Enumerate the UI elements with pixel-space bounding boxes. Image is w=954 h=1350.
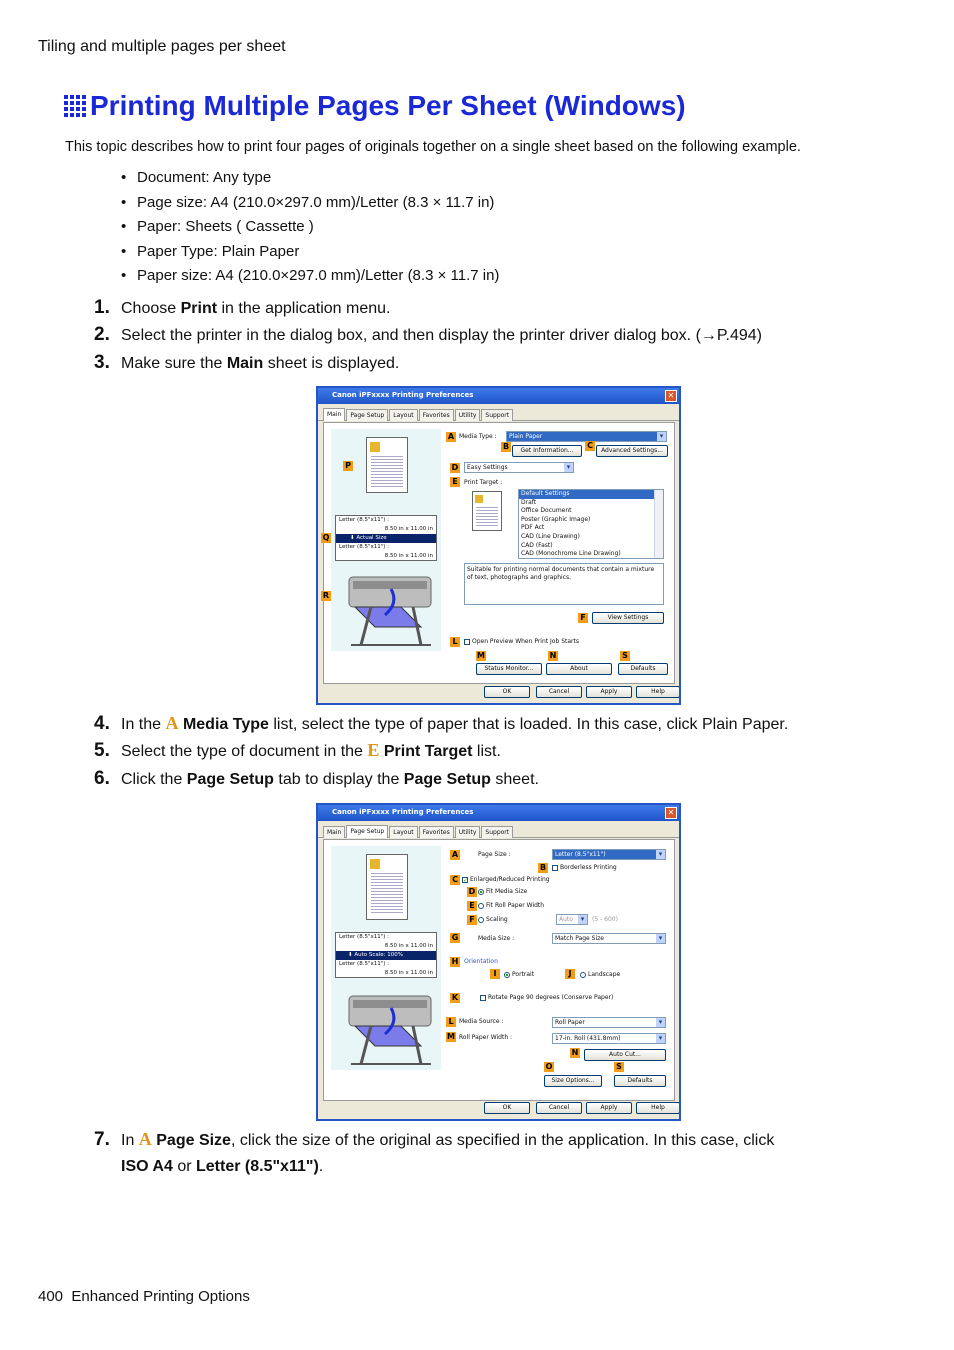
radio-icon[interactable]: [478, 903, 484, 909]
size-info-line: 8.50 in x 11.00 in: [384, 526, 433, 532]
size-info-line: 8.50 in x 11.00 in: [384, 553, 433, 559]
radio-icon[interactable]: [478, 889, 484, 895]
callout-m: M: [477, 651, 485, 660]
step-text: In: [121, 1132, 139, 1149]
step-number: 3.: [94, 352, 110, 373]
step-1: [94, 297, 391, 319]
callout-a: A: [447, 432, 455, 441]
size-info-box: [335, 515, 437, 561]
callout-r: R: [322, 591, 330, 600]
step-text: sheet.: [490, 771, 539, 788]
list-item[interactable]: CAD (Fast): [521, 541, 553, 549]
size-info-line: ⬇ Auto Scale: 100%: [336, 951, 436, 960]
tab-utility[interactable]: Utility: [455, 409, 481, 421]
tab-layout[interactable]: Layout: [389, 826, 417, 838]
rotate-page-checkbox[interactable]: Rotate Page 90 degrees (Conserve Paper): [480, 994, 613, 1001]
step-text: Select the printer in the dialog box, and then display the printer driver dialog box. (→P.494): [121, 327, 762, 344]
list-item: • Document: Any type: [121, 168, 499, 193]
fit-roll-width-radio[interactable]: Fit Roll Paper Width: [478, 902, 544, 909]
step-text: in the application menu.: [217, 300, 391, 317]
step-term: Page Setup: [403, 771, 491, 788]
step-term: Media Type: [182, 716, 269, 733]
printing-preferences-dialog-page-setup: [316, 803, 681, 1121]
status-monitor-button[interactable]: Status Monitor...: [476, 663, 542, 675]
callout-l: L: [450, 637, 460, 647]
scaling-range: (5 - 600): [592, 916, 618, 923]
step-7-continued: [121, 1158, 323, 1176]
list-item[interactable]: CAD (Monochrome Line Drawing): [521, 550, 621, 558]
step-text: .: [318, 1158, 324, 1175]
step-term: Page Setup: [186, 771, 274, 788]
step-text: Choose: [121, 300, 181, 317]
advanced-settings-button[interactable]: Advanced Settings...: [596, 445, 668, 457]
page-title-text: Printing Multiple Pages Per Sheet (Windows): [90, 90, 686, 121]
list-item[interactable]: Poster (Graphic Image): [521, 515, 591, 523]
printing-preferences-dialog-main: [316, 386, 681, 705]
list-item[interactable]: CAD (Line Drawing): [521, 532, 580, 540]
callout-n: N: [549, 651, 557, 660]
print-target-label: Print Target :: [464, 479, 503, 486]
apply-button[interactable]: Apply: [586, 686, 632, 698]
dialog-title-bar: [318, 388, 679, 404]
ok-button[interactable]: OK: [484, 686, 530, 698]
step-text: tab to display the: [273, 771, 404, 788]
tab-support[interactable]: Support: [481, 826, 513, 838]
step-text: Select the type of document in the: [121, 743, 368, 760]
example-settings-list: [121, 168, 499, 291]
callout-n: N: [571, 1048, 579, 1057]
step-number: 7.: [94, 1129, 110, 1150]
size-info-box: [335, 932, 437, 978]
print-target-list[interactable]: [518, 489, 664, 559]
dialog-title-bar: [318, 805, 679, 821]
tab-strip: [318, 821, 679, 838]
list-item[interactable]: PDF Act: [521, 524, 545, 532]
callout-h: H: [451, 957, 459, 966]
step-number: 6.: [94, 768, 110, 789]
view-settings-button[interactable]: View Settings: [592, 612, 664, 624]
tab-page-setup[interactable]: Page Setup: [346, 825, 388, 838]
page-size-label: Page Size :: [478, 851, 511, 858]
tab-support[interactable]: Support: [481, 409, 513, 421]
easy-settings-select[interactable]: Easy Settings ▾: [464, 462, 574, 473]
page-title: [64, 90, 686, 122]
landscape-radio[interactable]: Landscape: [580, 971, 620, 978]
preview-area: [331, 846, 441, 1070]
dialog-title: Canon iPFxxxx Printing Preferences: [332, 391, 474, 399]
media-type-label: Media Type :: [459, 433, 497, 440]
step-6: [94, 768, 539, 790]
callout-s: S: [620, 651, 630, 661]
callout-g: G: [451, 933, 459, 942]
printer-illustration-icon: [341, 569, 436, 649]
step-7: [94, 1129, 774, 1151]
page-size-select[interactable]: Letter (8.5"x11") ▾: [552, 849, 666, 860]
list-item[interactable]: Draft: [521, 498, 537, 506]
page-number: 400: [38, 1288, 64, 1305]
step-term: Letter (8.5"x11"): [196, 1158, 319, 1175]
callout-c: C: [450, 875, 460, 885]
close-icon[interactable]: ✕: [665, 807, 677, 819]
scrollbar[interactable]: [654, 490, 663, 558]
callout-q: Q: [322, 533, 330, 542]
defaults-button[interactable]: Defaults: [614, 1075, 666, 1087]
step-number: 4.: [94, 713, 110, 734]
footer-section: Enhanced Printing Options: [71, 1288, 250, 1305]
callout-e: E: [450, 477, 460, 487]
media-source-select[interactable]: Roll Paper ▾: [552, 1017, 666, 1028]
step-number: 5.: [94, 740, 110, 761]
checkbox-icon[interactable]: [480, 995, 486, 1001]
step-3: [94, 352, 399, 374]
close-icon[interactable]: ✕: [665, 390, 677, 402]
radio-icon[interactable]: [504, 972, 510, 978]
step-5: [94, 740, 501, 762]
step-term: Page Size: [156, 1132, 231, 1149]
checkbox-icon[interactable]: ✓: [463, 876, 469, 884]
size-info-line: Letter (8.5"x11") :: [339, 961, 390, 967]
list-item: • Paper Type: Plain Paper: [121, 242, 499, 267]
step-term: Print Target: [383, 743, 473, 760]
open-preview-checkbox[interactable]: Open Preview When Print Job Starts: [464, 638, 579, 645]
printer-illustration-icon: [341, 988, 436, 1068]
callout-s: S: [614, 1062, 624, 1072]
tab-favorites[interactable]: Favorites: [419, 826, 454, 838]
cancel-button[interactable]: Cancel: [536, 686, 582, 698]
size-info-line: Letter (8.5"x11") :: [339, 517, 390, 523]
page-preview-thumbnail: [366, 437, 408, 493]
list-item[interactable]: Office Document: [521, 507, 572, 515]
callout-d: D: [468, 887, 476, 896]
tab-main[interactable]: Main: [323, 826, 345, 838]
checkbox-icon[interactable]: [464, 639, 470, 645]
list-item[interactable]: Default Settings: [519, 490, 663, 499]
checkbox-icon[interactable]: [552, 865, 558, 871]
callout-k: K: [451, 993, 459, 1002]
section-grid-icon: [64, 95, 86, 117]
tab-utility[interactable]: Utility: [455, 826, 481, 838]
step-4: [94, 713, 788, 735]
step-term: Main: [226, 355, 264, 372]
orientation-label: Orientation: [464, 958, 498, 965]
step-text: or: [172, 1158, 196, 1175]
description-box: Suitable for printing normal documents that contain a mixture of text, photographs and graphics.: [464, 563, 664, 605]
step-text: , click the size of the original as specified in the application. In this case, click: [230, 1132, 775, 1149]
step-text: list, select the type of paper that is loaded. In this case, click Plain Paper.: [268, 716, 789, 733]
step-text: Click the: [121, 771, 187, 788]
borderless-checkbox[interactable]: Borderless Printing: [552, 864, 617, 871]
step-text: In the: [121, 716, 166, 733]
print-target-thumbnail: [472, 491, 502, 531]
callout-j: J: [565, 969, 575, 979]
portrait-radio[interactable]: Portrait: [504, 971, 534, 978]
get-information-button[interactable]: Get Information...: [512, 445, 582, 457]
main-sheet-panel: [323, 422, 675, 684]
enlarged-reduced-checkbox[interactable]: ✓ Enlarged/Reduced Printing: [463, 876, 550, 884]
defaults-button[interactable]: Defaults: [618, 663, 668, 675]
callout-p: P: [343, 461, 353, 471]
step-text: sheet is displayed.: [263, 355, 400, 372]
fit-media-size-radio[interactable]: Fit Media Size: [478, 888, 527, 895]
callout-letter: A: [165, 713, 179, 733]
tab-main[interactable]: Main: [323, 408, 345, 421]
callout-f: F: [578, 613, 588, 623]
tab-layout[interactable]: Layout: [389, 409, 417, 421]
callout-b: B: [502, 442, 510, 451]
roll-paper-width-label: Roll Paper Width :: [459, 1034, 513, 1041]
size-info-line: 8.50 in x 11.00 in: [384, 970, 433, 976]
size-options-button[interactable]: Size Options...: [544, 1075, 602, 1087]
auto-cut-button[interactable]: Auto Cut...: [584, 1049, 666, 1061]
callout-e: E: [467, 901, 477, 911]
size-info-line: Letter (8.5"x11") :: [339, 544, 390, 550]
step-number: 1.: [94, 297, 110, 318]
size-info-line: Letter (8.5"x11") :: [339, 934, 390, 940]
page-preview-thumbnail: [366, 854, 408, 920]
intro-paragraph: This topic describes how to print four pages of originals together on a single sheet based on the following example.: [65, 139, 801, 155]
tab-page-setup[interactable]: Page Setup: [346, 409, 388, 421]
media-type-select[interactable]: Plain Paper ▾: [506, 431, 667, 442]
size-info-line: ⬇ Actual Size: [336, 534, 436, 543]
step-2: [94, 324, 762, 346]
scaling-stepper[interactable]: Auto ▾: [556, 914, 588, 925]
tab-strip: [318, 404, 679, 421]
down-arrow-icon: ⬇: [350, 535, 355, 541]
about-button[interactable]: About: [546, 663, 612, 675]
callout-a: A: [451, 850, 459, 859]
callout-letter: A: [138, 1129, 152, 1149]
media-source-label: Media Source :: [459, 1018, 504, 1025]
size-info-line: 8.50 in x 11.00 in: [384, 943, 433, 949]
down-arrow-icon: ⬇: [348, 952, 353, 958]
roll-paper-width-select[interactable]: 17-in. Roll (431.8mm) ▾: [552, 1033, 666, 1044]
callout-o: O: [545, 1062, 553, 1071]
list-item: • Paper: Sheets ( Cassette ): [121, 217, 499, 242]
callout-m: M: [447, 1032, 455, 1041]
help-button[interactable]: Help: [636, 686, 680, 698]
cancel-button[interactable]: Cancel: [536, 1102, 582, 1114]
dialog-title: Canon iPFxxxx Printing Preferences: [332, 808, 474, 816]
running-head: Tiling and multiple pages per sheet: [38, 38, 286, 55]
media-size-label: Media Size :: [478, 935, 515, 942]
apply-button[interactable]: Apply: [586, 1102, 632, 1114]
callout-b: B: [539, 863, 547, 872]
callout-c: C: [585, 441, 595, 451]
media-size-select[interactable]: Match Page Size ▾: [552, 933, 666, 944]
callout-letter: E: [367, 740, 380, 760]
radio-icon[interactable]: [478, 917, 484, 923]
page-footer: [38, 1288, 250, 1305]
callout-d: D: [451, 463, 459, 472]
step-text: Make sure the: [121, 355, 227, 372]
callout-i: I: [490, 969, 500, 979]
scaling-radio[interactable]: Scaling: [478, 916, 508, 923]
list-item: • Paper size: A4 (210.0×297.0 mm)/Letter (8.3 × 11.7 in): [121, 266, 499, 291]
callout-l: L: [446, 1017, 456, 1027]
callout-f: F: [467, 915, 477, 925]
tab-favorites[interactable]: Favorites: [419, 409, 454, 421]
page-setup-panel: [323, 839, 675, 1101]
step-term: Print: [180, 300, 218, 317]
step-term: ISO A4: [121, 1158, 173, 1175]
step-text: list.: [472, 743, 501, 760]
step-number: 2.: [94, 324, 110, 345]
help-button[interactable]: Help: [636, 1102, 680, 1114]
list-item: • Page size: A4 (210.0×297.0 mm)/Letter (8.3 × 11.7 in): [121, 193, 499, 218]
radio-icon[interactable]: [580, 972, 586, 978]
ok-button[interactable]: OK: [484, 1102, 530, 1114]
